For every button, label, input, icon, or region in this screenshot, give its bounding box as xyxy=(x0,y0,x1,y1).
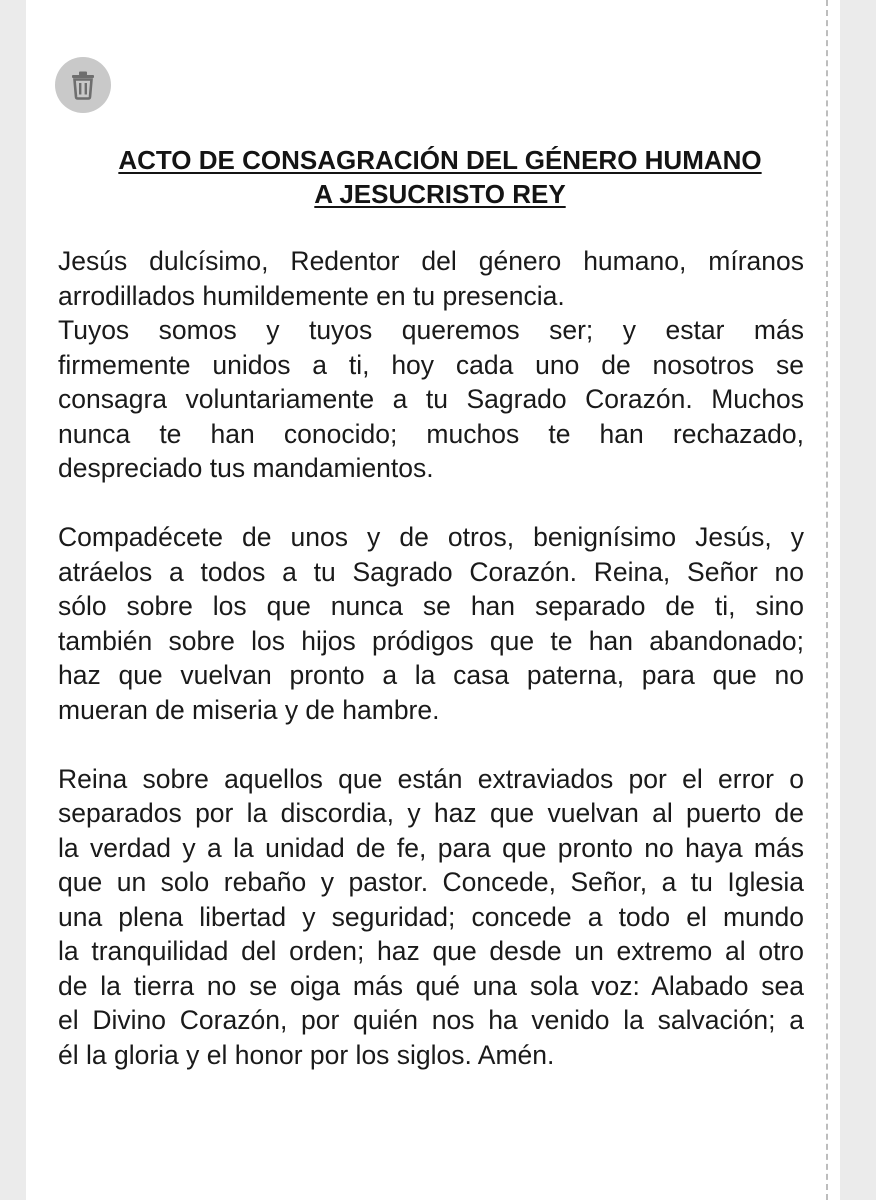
paragraph xyxy=(58,762,804,1073)
text-line: consagra voluntariamente a tu Sagrado Corazón. Muchos xyxy=(58,384,804,414)
right-background-edge xyxy=(840,0,876,1200)
text-line: sólo sobre los que nunca se han separado de ti, sino xyxy=(58,591,804,621)
delete-button[interactable] xyxy=(55,57,111,113)
paragraph xyxy=(58,520,804,727)
text-line: la verdad y a la unidad de fe, para que pronto no haya más xyxy=(58,832,804,863)
text-line: una plena libertad y seguridad; concede a todo el mundo xyxy=(58,901,804,932)
document-title xyxy=(40,143,840,211)
paragraph xyxy=(58,244,804,313)
title-line-1: ACTO DE CONSAGRACIÓN DEL GÉNERO HUMANO xyxy=(118,145,762,175)
text-line: también sobre los hijos pródigos que te han abandonado; xyxy=(58,625,804,656)
text-line: haz que vuelvan pronto a la casa paterna, para que no xyxy=(58,660,804,690)
text-line: separados por la discordia, y haz que vuelvan al puerto de xyxy=(58,798,804,828)
text-line: la tranquilidad del orden; haz que desde un extremo al otro xyxy=(58,936,804,966)
text-line: que un solo rebaño y pastor. Concede, Señor, a tu Iglesia xyxy=(58,867,804,897)
text-line: Tuyos somos y tuyos queremos ser; y estar más xyxy=(58,315,804,345)
text-line: Compadécete de unos y de otros, benignísimo Jesús, y xyxy=(58,522,804,552)
text-line: despreciado tus mandamientos. xyxy=(58,453,434,483)
document-body xyxy=(58,244,804,1072)
text-line: mueran de miseria y de hambre. xyxy=(58,694,440,725)
text-line: él la gloria y el honor por los siglos. Amén. xyxy=(58,1039,555,1070)
text-line: nunca te han conocido; muchos te han rechazado, xyxy=(58,418,804,449)
text-line: de la tierra no se oiga más qué una sola voz: Alabado sea xyxy=(58,970,804,1001)
left-background-edge xyxy=(0,0,26,1200)
paragraph xyxy=(58,313,804,486)
text-line: firmemente unidos a ti, hoy cada uno de nosotros se xyxy=(58,349,804,380)
text-line: arrodillados humildemente en tu presencia. xyxy=(58,280,565,311)
text-line: Reina sobre aquellos que están extraviados por el error o xyxy=(58,763,804,794)
text-line: atráelos a todos a tu Sagrado Corazón. Reina, Señor no xyxy=(58,556,804,587)
trash-icon xyxy=(69,70,97,100)
text-line: Jesús dulcísimo, Redentor del género humano, míranos xyxy=(58,246,804,276)
title-line-2: A JESUCRISTO REY xyxy=(314,179,566,209)
text-line: el Divino Corazón, por quién nos ha venido la salvación; a xyxy=(58,1005,804,1035)
